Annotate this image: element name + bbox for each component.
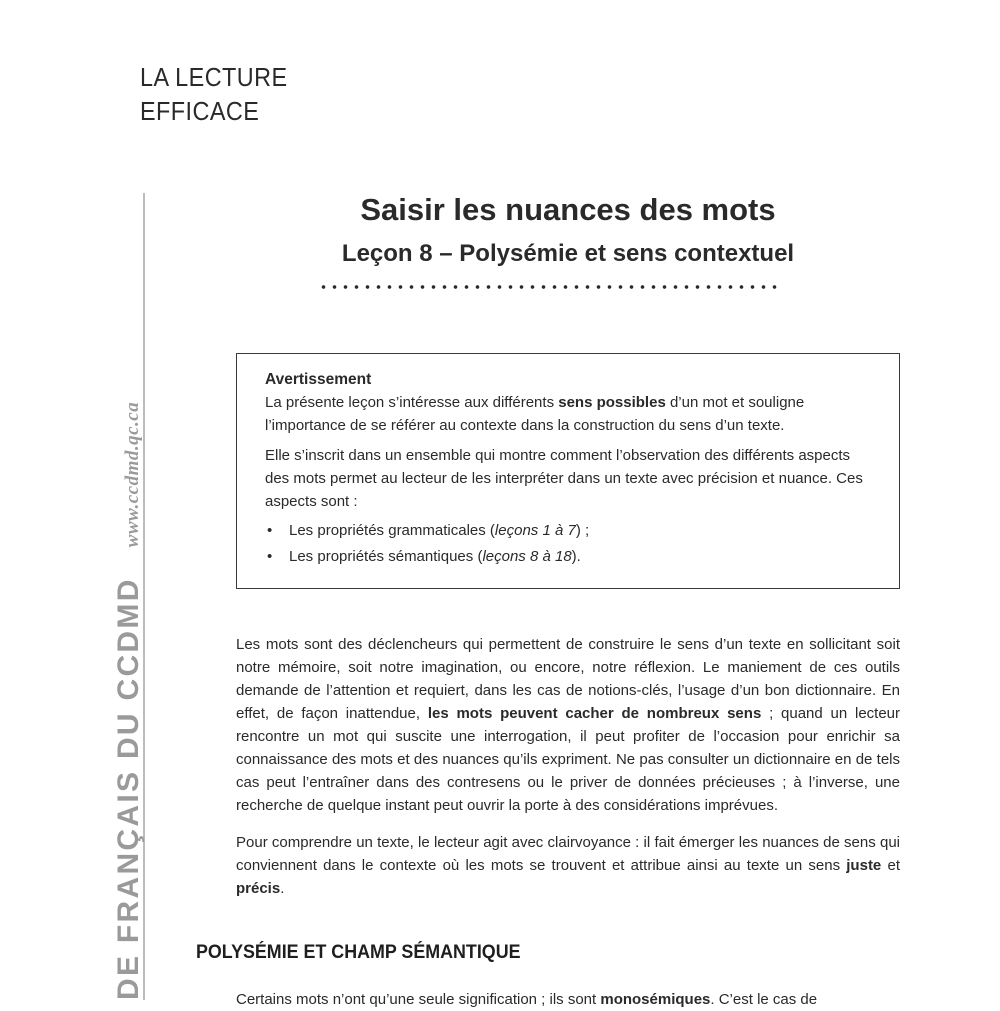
- brand-line-2: EFFICACE: [140, 96, 260, 126]
- body-p2-and: et: [881, 857, 900, 874]
- warning-p1-bold: sens possibles: [558, 394, 666, 411]
- body-text: [236, 633, 900, 900]
- section-text: Certains mots n’ont qu’une seule signification ; ils sont: [236, 991, 601, 1008]
- body-p2-period: .: [280, 880, 285, 897]
- side-org-name: DE FRANÇAIS DU CCDMD: [112, 577, 145, 1000]
- brand-title: [140, 60, 288, 128]
- list-item-end: ) ;: [575, 522, 590, 539]
- body-p2-bold-juste: juste: [846, 857, 882, 874]
- body-p1-text-end: ; quand un lecteur rencontre un mot qui suscite une interrogation, il peut profiter de l’occasion pour enrichir sa connaissance des mots et des nuances qu’ils expriment. Ne pas consulter un dictionnaire en de tels cas peut l’entraîner dans des contresens ou le priver de données précieuses ; à l’inverse, une recherche de quelque instant peut ouvrir la porte à des considérations imprévues.: [236, 705, 901, 814]
- body-paragraph-1: [236, 633, 900, 817]
- list-item: [265, 545, 873, 568]
- bullet-icon: •: [267, 522, 273, 539]
- section-bold: monosémiques: [600, 991, 711, 1008]
- list-item: [265, 519, 873, 542]
- warning-heading: Avertissement: [265, 371, 372, 388]
- warning-paragraph-1: [265, 391, 873, 437]
- list-item-text: Les propriétés grammaticales (: [289, 522, 495, 539]
- section-text-end: . C’est le cas de: [710, 991, 818, 1008]
- dotted-divider: [318, 285, 778, 289]
- lesson-subtitle: Leçon 8 – Polysémie et sens contextuel: [341, 240, 795, 267]
- warning-paragraph-2: Elle s’inscrit dans un ensemble qui montre comment l’observation des différents aspects des mots permet au lecteur de les interpréter dans un texte avec précision et nuance. Ces aspects sont :: [265, 447, 863, 510]
- warning-box: [236, 353, 900, 589]
- list-item-end: ).: [571, 548, 581, 565]
- body-p2-bold-precis: précis: [236, 880, 281, 897]
- section-heading: POLYSÉMIE ET CHAMP SÉMANTIQUE: [196, 942, 521, 963]
- warning-p1-text: La présente leçon s’intéresse aux différents: [265, 394, 559, 411]
- list-item-ref: leçons 1 à 7: [494, 522, 576, 539]
- body-p1-bold: les mots peuvent cacher de nombreux sens: [427, 705, 762, 722]
- list-item-ref: leçons 8 à 18: [482, 548, 572, 565]
- body-p2-text: Pour comprendre un texte, le lecteur agit avec clairvoyance : il fait émerger les nuances de sens qui conviennent dans le contexte où les mots se trouvent et attribue ainsi au texte un sens: [236, 834, 900, 874]
- brand-line-1: LA LECTURE: [140, 62, 288, 92]
- bullet-icon: •: [267, 548, 273, 565]
- page-title: Saisir les nuances des mots: [360, 192, 776, 227]
- warning-p1-text-end: d’un mot et souligne l’importance de se référer au contexte dans la construction du sens d’un texte.: [265, 394, 805, 434]
- aspects-list: [265, 519, 873, 568]
- body-p1-text: Les mots sont des déclencheurs qui permettent de construire le sens d’un texte en sollicitant soit notre mémoire, soit notre imagination, ou encore, notre réflexion. Le maniement de ces outils demande de l’attention et requiert, dans les cas de notions-clés, l’usage d’un bon dictionnaire. En effet, de façon inattendue,: [236, 636, 900, 722]
- side-banner: [112, 140, 146, 1000]
- list-item-text: Les propriétés sémantiques (: [289, 548, 483, 565]
- side-url: www.ccdmd.qc.ca: [122, 401, 143, 548]
- body-paragraph-2: [236, 831, 900, 900]
